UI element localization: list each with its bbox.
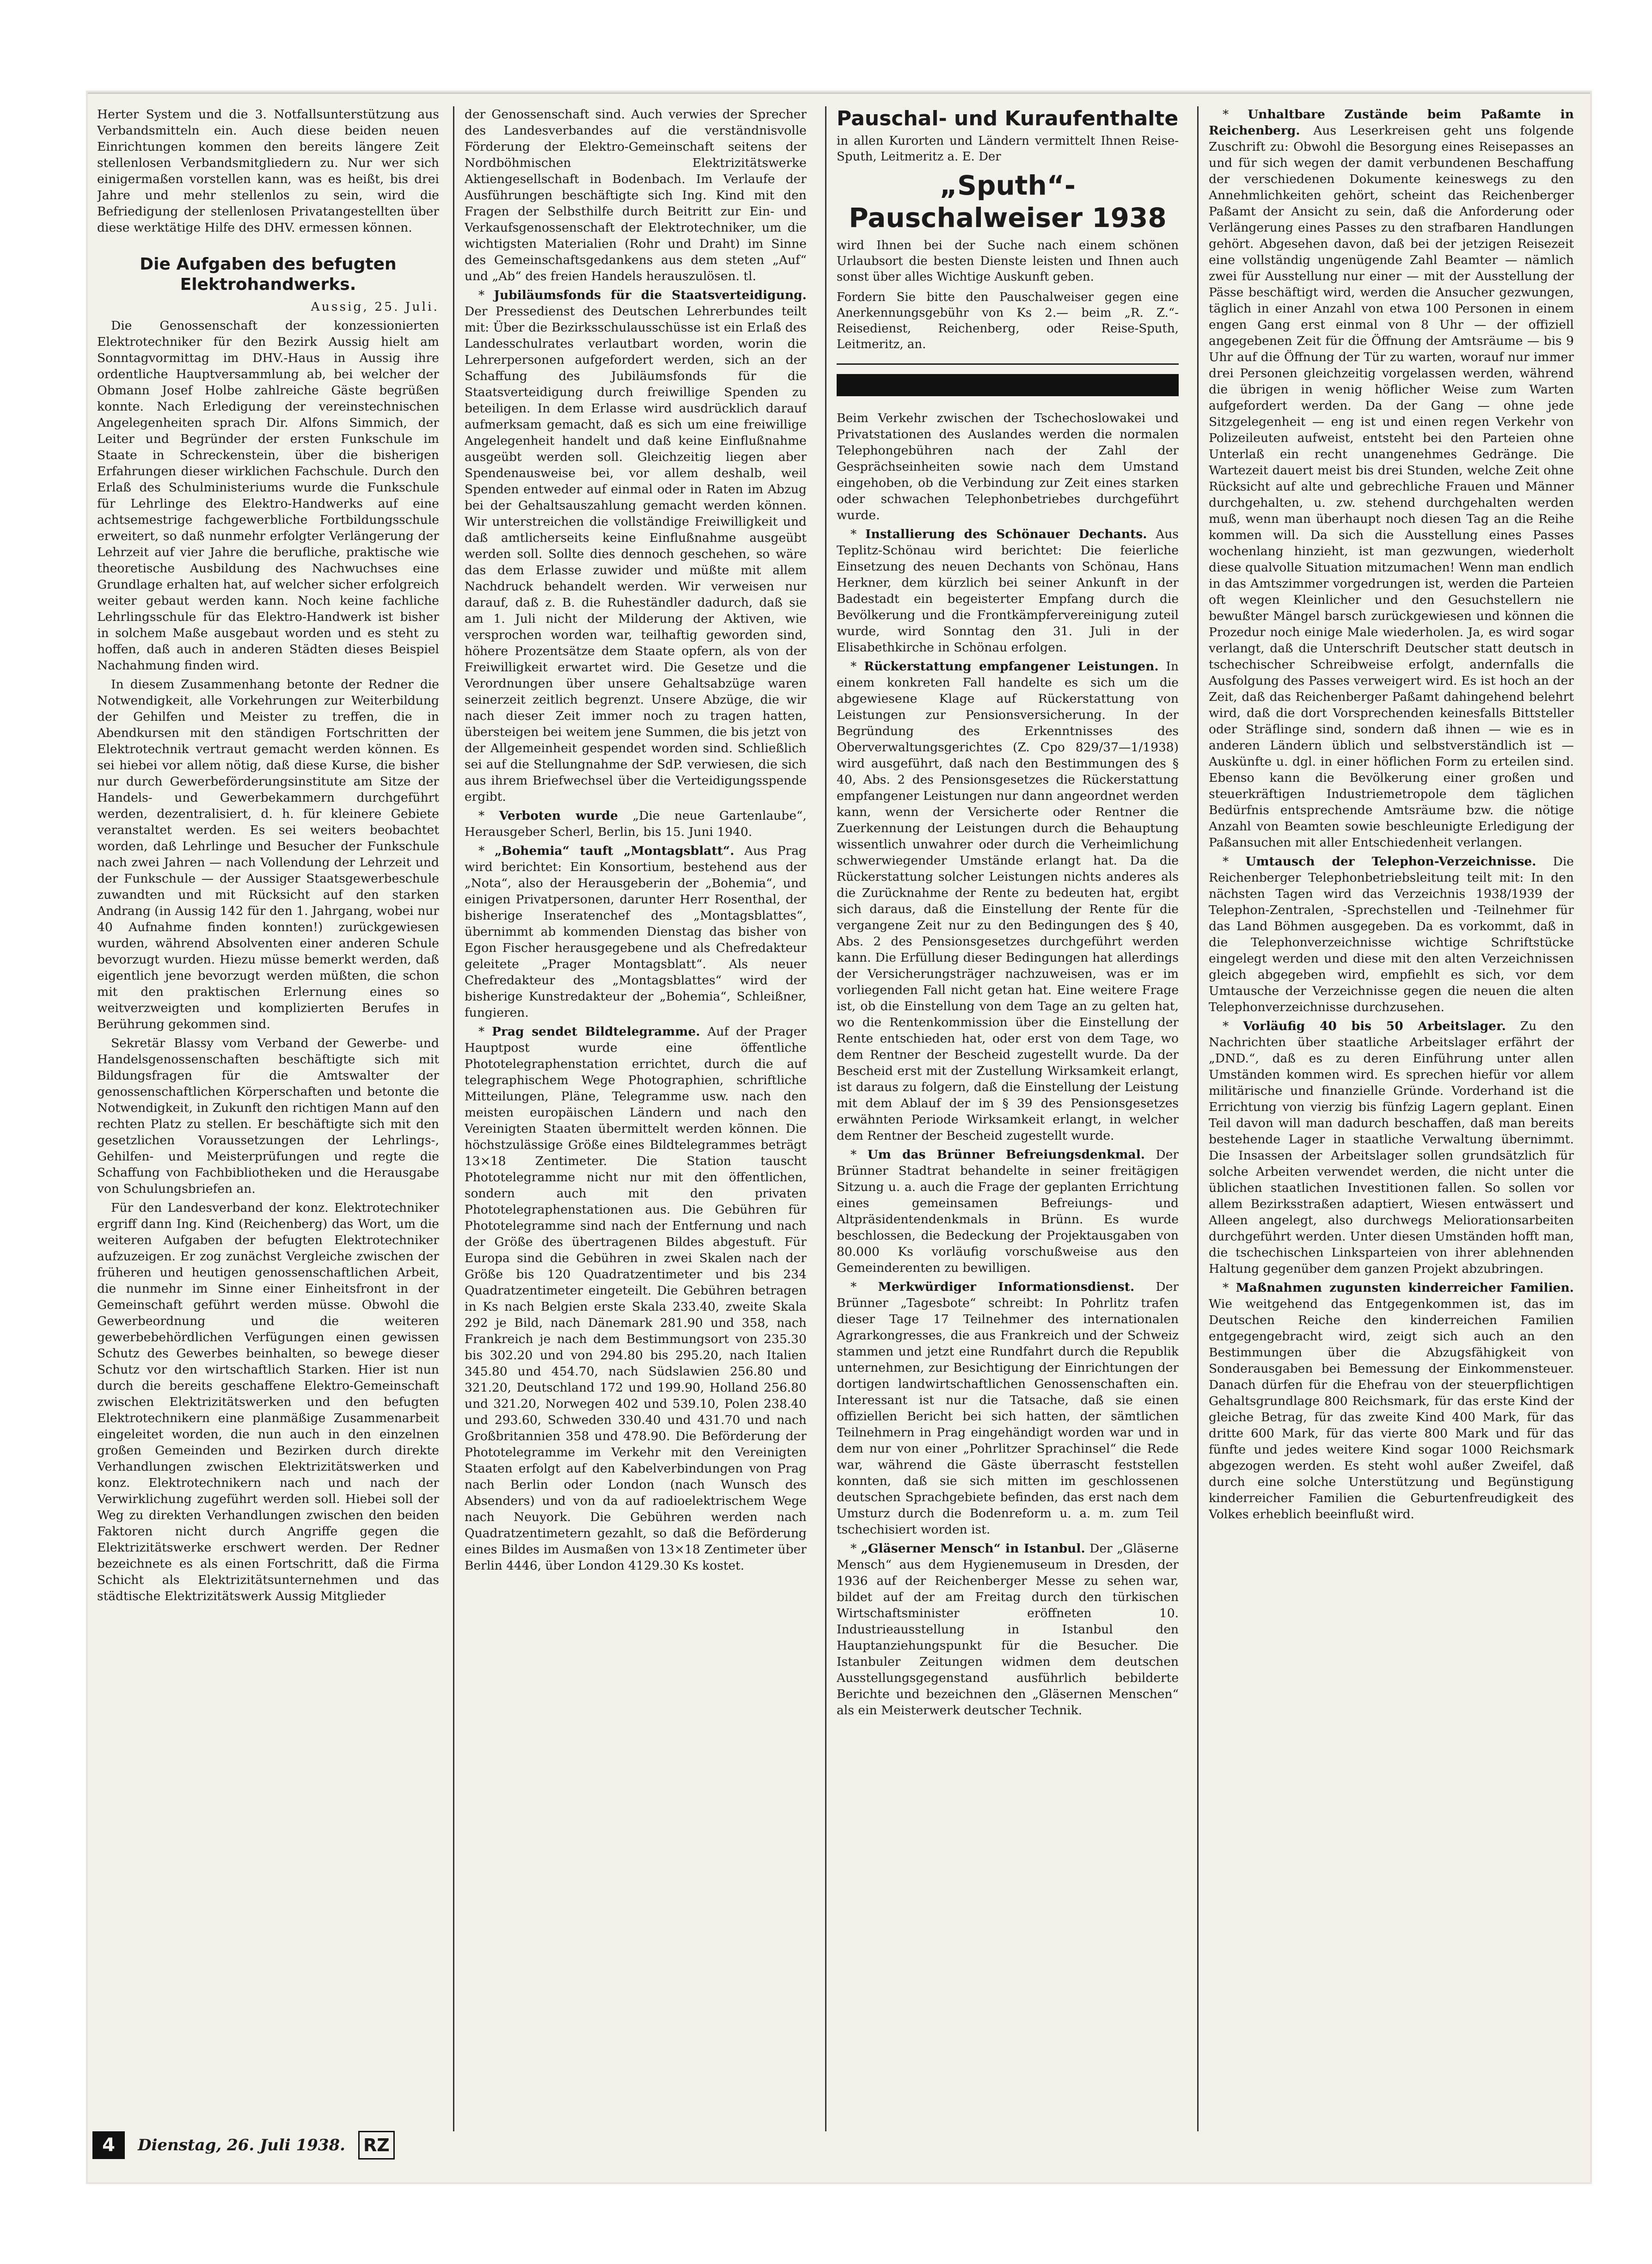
page-footer xyxy=(92,2131,395,2159)
news-item: * Unhaltbare Zustände beim Paßamte in Reichenberg. Aus Leserkreisen geht uns folgende Zuschrift zu: Obwohl die Besorgung eines Reisepasses an und für sich wegen der damit verbundenen Beschaffung der verschiedenen Dokumente keineswegs zu den Annehmlichkeiten gehört, scheint das Reichenberger Paßamt der Ansicht zu sein, daß die Anforderung oder Verlängerung eines Passes zu den strafbaren Handlungen gehört. Abgesehen davon, daß bei der jetzigen Reisezeit eine vollständig ungenügende Zahl Beamter — nämlich zwei für Ausstellung nur einer — mit der Ausstellung der Pässe beschäftigt wird, werden die Ansucher gezwungen, täglich in einer Anzahl von etwa 100 Personen in einem engen Gang erst einmal von 8 Uhr — der offiziell angegebenen Zeit für die Öffnung der Amtsräume — bis 9 Uhr auf die Öffnung der Tür zu warten, worauf nur immer drei Personen gleichzeitig vorgelassen werden, während die übrigen in wenig höflicher Weise zum Warten aufgefordert werden. Da der Gang — ohne jede Sitzgelegenheit — eng ist und einen regen Verkehr von Polizeileuten aufweist, entsteht bei den Parteien ohne Unterlaß ein recht unangenehmes Gedränge. Die Wartezeit dauert meist bis drei Stunden, welche Zeit ohne Rücksicht auf alte und gebrechliche Frauen und Männer durchgehalten, u. zw. stehend durchgehalten werden muß, wenn man überhaupt noch diesen Tag an die Reihe kommen will. Da sich die Ausstellung eines Passes wochenlang hinzieht, ist man gezwungen, wiederholt diese qualvolle Situation mitzumachen! Wenn man endlich in das Amtszimmer vorgedrungen ist, werden die Parteien oft wegen Kleinlicher und den Gesuchstellern nie bewußter Mängel barsch zurückgewiesen und können die Prozedur noch einige Male wiederholen. Ja, es wird sogar verlangt, daß die Unterschrift Deutscher statt deutsch in tschechischer Schreibweise erfolgt, andernfalls die Ausfolgung des Passes verweigert wird. Es ist hoch an der Zeit, daß das Reichenberger Paßamt dahingehend belehrt wird, daß die dort Vorsprechenden keinesfalls Bittsteller oder Sträflinge sind, sondern daß ihnen — wie es in anderen Ländern üblich und selbstverständlich ist — Auskünfte u. dgl. in einer höflichen Form zu erteilen sind. Ebenso kann die Bevölkerung einer großen und steuerkräftigen Industriemetropole dem täglichen Bedürfnis entsprechende Amtsräume bzw. die nötige Anzahl von Beamten sowie beschleunigte Erledigung der Paßansuchen mit aller Entschiedenheit verlangen. xyxy=(1209,107,1574,850)
col3-lead-paragraph: Beim Verkehr zwischen der Tschechoslowakei und Privatstationen des Auslandes werden die normalen Telephongebühren nach der Zahl der Gesprächseinheiten sowie nach dem Umstand eingehoben, ob die Verbindung zur Zeit eines starken oder schwachen Telephonbetriebes durchgeführt wurde. xyxy=(837,411,1179,522)
article-paragraph: Sekretär Blassy vom Verband der Gewerbe- und Handelsgenossenschaften beschäftigte sich mit Bildungsfragen für die Amtswalter der genossenschaftlichen Körperschaften und betonte die Notwendigkeit, in Zukunft den richtigen Mann auf den rechten Platz zu stellen. Er beschäftigte sich mit den gesetzlichen Voraussetzungen der Lehrlings-, Gehilfen- und Meisterprüfungen und regte die Schaffung von Fachbibliotheken und die Herausgabe von Schulungsbriefen an. xyxy=(97,1036,439,1196)
article-paragraph: Die Genossenschaft der konzessionierten Elektrotechniker für den Bezirk Aussig hielt am Sonntagvormittag im DHV.-Haus in Aussig ihre ordentliche Hauptversammlung ab, bei welcher der Obmann Josef Holbe zahlreiche Gäste begrüßen konnte. Nach Erledigung der vereinstechnischen Angelegenheiten sprach Dir. Alfons Simmich, der Leiter und Begründer der ersten Funkschule im Staate in Schreckenstein, über die bisherigen Erfahrungen dieser wirklichen Fachschule. Durch den Erlaß des Schulministeriums wurde die Funkschule für Lehrlinge des Elektro-Handwerks auf eine achtsemestrige fachgewerbliche Fortbildungsschule erweitert, so daß nunmehr erfolgter Verlängerung der Lehrzeit auf vier Jahre die berufliche, praktische wie theoretische Ausbildung des Nachwuchses eine Grundlage erhalten hat, auf welcher sicher erfolgreich weiter gebaut werden kann. Noch keine fachliche Lehrlingsschule für das Elektro-Handwerk ist bisher in solchem Maße ausgebaut worden und es steht zu hoffen, daß auch in anderen Städten dieses Beispiel Nachahmung finden wird. xyxy=(97,319,439,673)
column-3 xyxy=(837,106,1179,2141)
newspaper-page xyxy=(88,92,1590,2182)
black-bar xyxy=(837,374,1179,396)
news-item: * Maßnahmen zugunsten kinderreicher Familien. Wie weitgehend das Entgegenkommen ist, das im Deutschen Reiche den kinderreichen Familien entgegengebracht wird, zeigt sich auch an den Bestimmungen über die Abzugsfähigkeit von Sonderausgaben bei Bemessung der Einkommensteuer. Danach dürfen für die Ehefrau von der steuerpflichtigen Gehaltsgrundlage 800 Reichsmark, für das erste Kind der gleiche Betrag, für das zweite Kind 400 Mark, für das dritte 600 Mark, für das vierte 800 Mark und für das fünfte und jedes weitere Kind sogar 1000 Reichsmark abgezogen werden. Es steht wohl außer Zweifel, daß durch eine solche Unterstützung und Begünstigung kinderreicher Familien die Geburtenfreudigkeit des Volkes erheblich beeinflußt wird. xyxy=(1209,1281,1574,1522)
news-item: * Um das Brünner Befreiungsdenkmal. Der Brünner Stadtrat behandelte in seiner freitägigen Sitzung u. a. auch die Frage der geplanten Errichtung eines gemeinsamen Befreiungs- und Altpräsidentendenkmals in Brünn. Es wurde beschlossen, die Bedeckung der Projektausgaben von 80.000 Ks vorläufig vorschußweise aus den Gemeinderenten zu bewilligen. xyxy=(837,1147,1179,1275)
headline-elektrohandwerk: Die Aufgaben des befugten Elektrohandwerks. xyxy=(140,255,397,294)
column-1 xyxy=(97,106,439,2141)
news-item: * Umtausch der Telephon-Verzeichnisse. Die Reichenberger Telephonbetriebsleitung teilt mit: In den nächsten Tagen wird das Verzeichnis 1938/1939 der Telephon-Zentralen, -Sprechstellen und -Teilnehmer für das Land Böhmen ausgegeben. Da es vorkommt, daß in die Telephonverzeichnisse wichtige Schriftstücke eingelegt werden und diese mit den alten Verzeichnissen gleich abgegeben wird, empfiehlt es sich, vor dem Umtausche der Verzeichnisse gegen die neuen die alten Telephonverzeichnisse durchzusehen. xyxy=(1209,854,1574,1014)
page-number: 4 xyxy=(92,2131,125,2159)
news-item: * „Bohemia“ tauft „Montagsblatt“. Aus Prag wird berichtet: Ein Konsortium, bestehend aus der „Nota“, also der Herausgeberin der „Bohemia“, und einigen Privatpersonen, darunter Herr Rosenthal, der bisherige Inseratenchef des „Montagsblattes“, übernimmt ab kommenden Dienstag das bisher von Egon Fischer herausgegebene und als Chefredakteur geleitete „Prager Montagsblatt“. Als neuer Chefredakteur des „Montagsblattes“ wird der bisherige Kunstredakteur der „Bohemia“, Schleißner, fungieren. xyxy=(465,844,807,1020)
news-item: * Vorläufig 40 bis 50 Arbeitslager. Zu den Nachrichten über staatliche Arbeitslager erfährt der „DND.“, daß es zu deren Einführung unter allen Umständen kommen wird. Es sprechen hiefür vor allem militärische und finanzielle Gründe. Vorderhand ist die Errichtung von vierzig bis fünfzig Lagern geplant. Einen Teil davon will man dadurch beschaffen, daß man bereits bestehende Lager in staatliche Verwaltung übernimmt. Die Insassen der Arbeitslager sollen grundsätzlich für solche Arbeiten verwendet werden, die nicht unter die üblichen staatlichen Investitionen fallen. So sollen vor allem Bezirksstraßen adaptiert, Wiesen entwässert und Alleen angelegt, also durchwegs Meliorationsarbeiten durchgeführt werden. Unter diesen Umständen hofft man, die tschechischen Linksparteien von ihrer ablehnenden Haltung gegenüber dem ganzen Projekt abzubringen. xyxy=(1209,1019,1574,1276)
column-rule xyxy=(453,106,454,2131)
newspaper-logo: RZ xyxy=(358,2131,395,2160)
ad-text: Fordern Sie bitte den Pauschalweiser gegen eine Anerkennungsgebühr von Ks 2.— beim „R. Z.“-Reisedienst, Reichenberg, oder Reise-Sputh, Leitmeritz, an. xyxy=(837,290,1179,351)
column-rule xyxy=(825,106,826,2131)
news-item: * „Gläserner Mensch“ in Istanbul. Der „Gläserne Mensch“ aus dem Hygienemuseum in Dresden, der 1936 auf der Reichenberger Messe zu sehen war, bildet auf der am Freitag durch den türkischen Wirtschaftsminister eröffneten 10. Industrieausstellung in Istanbul den Hauptanziehungspunkt für die Besucher. Die Istanbuler Zeitungen widmen dem deutschen Ausstellungsgegenstand ausführlich bebilderte Berichte und bezeichnen den „Gläsernen Menschen“ als ein Meisterwerk deutscher Technik. xyxy=(837,1541,1179,1718)
news-item: * Rückerstattung empfangener Leistungen. In einem konkreten Fall handelte es sich um die abgewiesene Klage auf Rückerstattung von Leistungen zur Pensionsversicherung. In der Begründung des Erkenntnisses des Oberverwaltungsgerichtes (Z. Cpo 829/37—1/1938) wird ausgeführt, daß nach den Bestimmungen des § 40, Abs. 2 des Pensionsgesetzes die Rückerstattung empfangener Leistungen nur dann angeordnet werden kann, wenn der Versicherte oder Rentner die Zuerkennung der Leistungen durch die Behauptung wissentlich unwahrer oder durch die Verheimlichung schwerwiegender Umstände erlangt hat. Da die Rückerstattung solcher Leistungen nichts anderes als die Zurücknahme der Rente zu bedeuten hat, ergibt sich daraus, daß die Einstellung der Rente für die vergangene Zeit nur zu den Bedingungen des § 40, Abs. 2 des Pensionsgesetzes durchgeführt werden kann. Die Erfüllung dieser Bedingungen hat allerdings der Versicherungsträger nachzuweisen, was er im vorliegenden Fall nicht getan hat. Eine weitere Frage ist, ob die Einstellung von dem Tage an zu gelten hat, wo die Rentenkommission über die Einstellung der Rente entschieden hat, oder erst von dem Tage, wo dem Rentner der Bescheid zugestellt wurde. Da der Bescheid erst mit der Zustellung Wirksamkeit erlangt, ist daraus zu folgern, daß die Einstellung der Leistung mit dem Ablauf der im § 39 des Pensionsgesetzes erwähnten Periode Wirksamkeit erlangt, in welcher dem Rentner der Bescheid zugestellt wurde. xyxy=(837,659,1179,1143)
news-item: * Verboten wurde „Die neue Gartenlaube“, Herausgeber Scherl, Berlin, bis 15. Juni 1940. xyxy=(465,809,807,839)
news-item: * Merkwürdiger Informationsdienst. Der Brünner „Tagesbote“ schreibt: In Pohrlitz trafen dieser Tage 17 Teilnehmer des internationalen Agrarkongresses, die aus Frankreich und der Schweiz stammen und jetzt eine Rundfahrt durch die Republik unternehmen, zur Besichtigung der Einrichtungen der dortigen landwirtschaftlichen Genossenschaften ein. Interessant ist nur die Tatsache, daß sie einen offiziellen Bericht bei sich hatten, der sämtlichen Teilnehmern in Prag eingehändigt worden war und in dem nur von einer „Pohrlitzer Sprachinsel“ die Rede war, während die Gäste überrascht feststellen konnten, daß sie sich mitten im geschlossenen deutschen Sprachgebiete befinden, das erst nach dem Umsturz durch die Bodenreform u. a. m. zum Teil tschechisiert worden ist. xyxy=(837,1280,1179,1537)
news-item: * Jubiläumsfonds für die Staatsverteidigung. Der Pressedienst des Deutschen Lehrerbundes teilt mit: Über die Bezirksschulausschüsse ist ein Erlaß des Landesschulrates verlautbart worden, worin die Lehrerpersonen aufgefordert werden, sich an der Schaffung des Jubiläumsfonds für die Staatsverteidigung durch freiwillige Spenden zu beteiligen. In dem Erlasse wird ausdrücklich darauf aufmerksam gemacht, daß es sich um eine freiwillige Angelegenheit handelt und daß keine Einflußnahme ausgeübt werden soll. Gleichzeitig liegen aber Spendenausweise bei, vor allem deshalb, weil Spenden entweder auf einmal oder in Raten im Abzug bei der Gehaltsauszahlung gemacht werden können. Wir unterstreichen die vollständige Freiwilligkeit und daß amtlicherseits keine Einflußnahme ausgeübt werden soll. Sollte dies dennoch geschehen, so wäre das dem Erlasse zuwider und müßte mit allem Nachdruck behandelt werden. Wir verweisen nur darauf, daß z. B. die Ruheständler dadurch, daß sie am 1. Juli nicht der Milderung der Aktiven, wie versprochen worden war, teilhaftig geworden sind, höhere Prozentsätze dem Staate opfern, als von der Freiwilligkeit erwartet wird. Die Gesetze und die Verordnungen über unsere Gehaltsabzüge waren seinerzeit zeitlich begrenzt. Unsere Abzüge, die wir nach dieser Zeit immer noch zu tragen hatten, übersteigen bei weitem jene Summen, die bis jetzt von der Allgemeinheit gespendet worden sind. Schließlich sei auf die Stellungnahme der SdP. verwiesen, die sich aus ihrem Briefwechsel über die Verteidigungsspende ergibt. xyxy=(465,288,807,804)
article-paragraph: Für den Landesverband der konz. Elektrotechniker ergriff dann Ing. Kind (Reichenberg) das Wort, um die weiteren Aufgaben der befugten Elektrotechniker aufzuzeigen. Er zog zunächst Vergleiche zwischen der früheren und heutigen genossenschaftlichen Arbeit, die nunmehr im Sinne einer Einheitsfront in der Gemeinschaft geführt werden müsse. Obwohl die Gewerbeordnung und die weiteren gewerbebehördlichen Verfügungen einen gewissen Schutz des Gewerbes beinhalten, so bewege dieser Schutz vor den wirtschaftlich Starken. Hier ist nun durch die bereits geschaffene Elektro-Gemeinschaft zwischen Elektrizitätswerken und den befugten Elektrotechnikern eine planmäßige Zusammenarbeit eingeleitet worden, die nun auch in den einzelnen großen Gemeinden und Bezirken durch direkte Verhandlungen zwischen Elektrizitätswerken und konz. Elektrotechnikern nach und nach der Verwirklichung zugeführt werden soll. Hiebei soll der Weg zu direkten Verhandlungen zwischen den beiden Faktoren nicht durch Angriffe gegen die Elektrizitätswerke erschwert werden. Der Redner bezeichnete es als einen Fortschritt, daß die Firma Schicht als Elektrizitätsunternehmen und das städtische Elektrizitätswerk Aussig Mitglieder xyxy=(97,1201,439,1603)
column-rule xyxy=(1197,106,1199,2131)
ad-text: wird Ihnen bei der Suche nach einem schönen Urlaubsort die besten Dienste leisten und Ihnen auch sonst über alles Wichtige Auskunft geben. xyxy=(837,239,1179,284)
col1-intro: Herter System und die 3. Notfallsunterstützung aus Verbandsmitteln ein. Auch diese beiden neuen Einrichtungen kommen den bereits längere Zeit stellenlosen Verbandsmitgliedern zu. Nur wer sich einigermaßen vorstellen kann, was es heißt, bis drei Jahre und mehr stellenlos zu sein, wird die Befriedigung der stellenlosen Privatangestellten über diese werktätige Hilfe des DHV. ermessen können. xyxy=(97,107,439,235)
col2-intro: der Genossenschaft sind. Auch verwies der Sprecher des Landesverbandes auf die verständnisvolle Förderung der Elektro-Gemeinschaft seitens der Nordböhmischen Elektrizitätswerke Aktiengesellschaft in Bodenbach. Im Verlaufe der Ausführungen beschäftigte sich Ing. Kind mit den Fragen der Selbsthilfe durch Beitritt zur Ein- und Verkaufsgenossenschaft der Elektrotechniker, um die wichtigsten Materialien (Rohr und Draht) im Sinne des Gemeinschaftsgedankens aus dem steten „Auf“ und „Ab“ des freien Handels herauszulösen. tl. xyxy=(465,107,807,283)
article-paragraph: In diesem Zusammenhang betonte der Redner die Notwendigkeit, alle Vorkehrungen zur Weiterbildung der Gehilfen und Meister zu treffen, die in Abendkursen mit den ständigen Fortschritten der Elektrotechnik vertraut gemacht werden können. Es sei hiebei vor allem nötig, daß diese Kurse, die bisher nur durch Gewerbeförderungsinstitute am Sitze der Handels- und Gewerbekammern durchgeführt werden, dezentralisiert, d. h. für kleinere Gebiete veranstaltet werden. Es sei weiters beobachtet worden, daß Lehrlinge und Besucher der Funkschule nach zwei Jahren — nach Vollendung der Lehrzeit und der Funkschule — der Aussiger Staatsgewerbeschule zuwandten und mit Rücksicht auf den starken Andrang (in Aussig 142 für den 1. Jahrgang, wobei nur 40 Aufnahme finden konnten!) zurückgewiesen wurden, während Absolventen einer anderen Schule bevorzugt wurden. Hiezu müsse bemerkt werden, daß eigentlich jene bevorzugt werden müßten, die schon mit den praktischen Erlernung eines so weitverzweigten und komplizierten Berufes in Berührung gekommen sind. xyxy=(97,677,439,1031)
column-2 xyxy=(465,106,807,2141)
news-item: * Installierung des Schönauer Dechants. Aus Teplitz-Schönau wird berichtet: Die feierliche Einsetzung des neuen Dechants von Schönau, Hans Herkner, dem kürzlich bei seiner Ankunft in der Badestadt ein begeisterter Empfang durch die Bevölkerung und die Frontkämpfervereinigung zuteil wurde, wird Sonntag den 31. Juli in der Elisabethkirche in Schönau erfolgen. xyxy=(837,527,1179,655)
ad-text: in allen Kurorten und Ländern vermittelt Ihnen Reise-Sputh, Leitmeritz a. E. Der xyxy=(837,134,1179,164)
dateline-aussig: Aussig, 25. Juli. xyxy=(311,300,439,314)
news-item: * Prag sendet Bildtelegramme. Auf der Prager Hauptpost wurde eine öffentliche Phototelegraphenstation errichtet, durch die auf telegraphischem Wege Photographien, schriftliche Mitteilungen, Pläne, Telegramme usw. nach den meisten europäischen Ländern und nach den Vereinigten Staaten übermittelt werden können. Die höchstzulässige Größe eines Bildtelegrammes beträgt 13×18 Zentimeter. Die Station tauscht Phototelegramme nicht nur mit den öffentlichen, sondern auch mit den privaten Phototelegraphenstationen aus. Die Gebühren für Phototelegramme sind nach der Entfernung und nach der Größe des übertragenen Bildes abgestuft. Für Europa sind die Gebühren in zwei Skalen nach der Größe bis 120 Quadratzentimeter und bis 234 Quadratzentimeter eingeteilt. Die Gebühren betragen in Ks nach Belgien erste Skala 233.40, zweite Skala 292 je Bild, nach Dänemark 281.90 und 358, nach Frankreich je nach dem Bestimmungsort von 235.30 bis 302.20 und von 294.80 bis 295.20, nach Italien 345.80 und 454.70, nach Südslawien 256.80 und 321.20, Deutschland 172 und 199.90, Holland 256.80 und 321.20, Norwegen 402 und 539.10, Polen 238.40 und 293.60, Schweden 330.40 und 431.70 und nach Großbritannien 358 und 478.90. Die Beförderung der Phototelegramme im Verkehr mit den Vereinigten Staaten erfolgt auf den Kabelverbindungen von Prag nach Berlin oder London (nach Wunsch des Absenders) und von da auf radioelektrischem Wege nach Neuyork. Die Gebühren werden nach Quadratzentimetern gezahlt, so daß die Beförderung eines Bildes im Ausmaßen von 13×18 Zentimeter über Berlin 4446, über London 4129.30 Ks kostet. xyxy=(465,1025,807,1573)
advertisement-sputh xyxy=(837,106,1179,365)
ad-title: Pauschal- und Kuraufenthalte xyxy=(837,107,1179,130)
ad-brand: „Sputh“-Pauschalweiser 1938 xyxy=(849,170,1167,233)
column-4 xyxy=(1209,106,1574,2141)
issue-date: Dienstag, 26. Juli 1938. xyxy=(138,2136,346,2154)
page-top-edge xyxy=(88,92,1590,94)
